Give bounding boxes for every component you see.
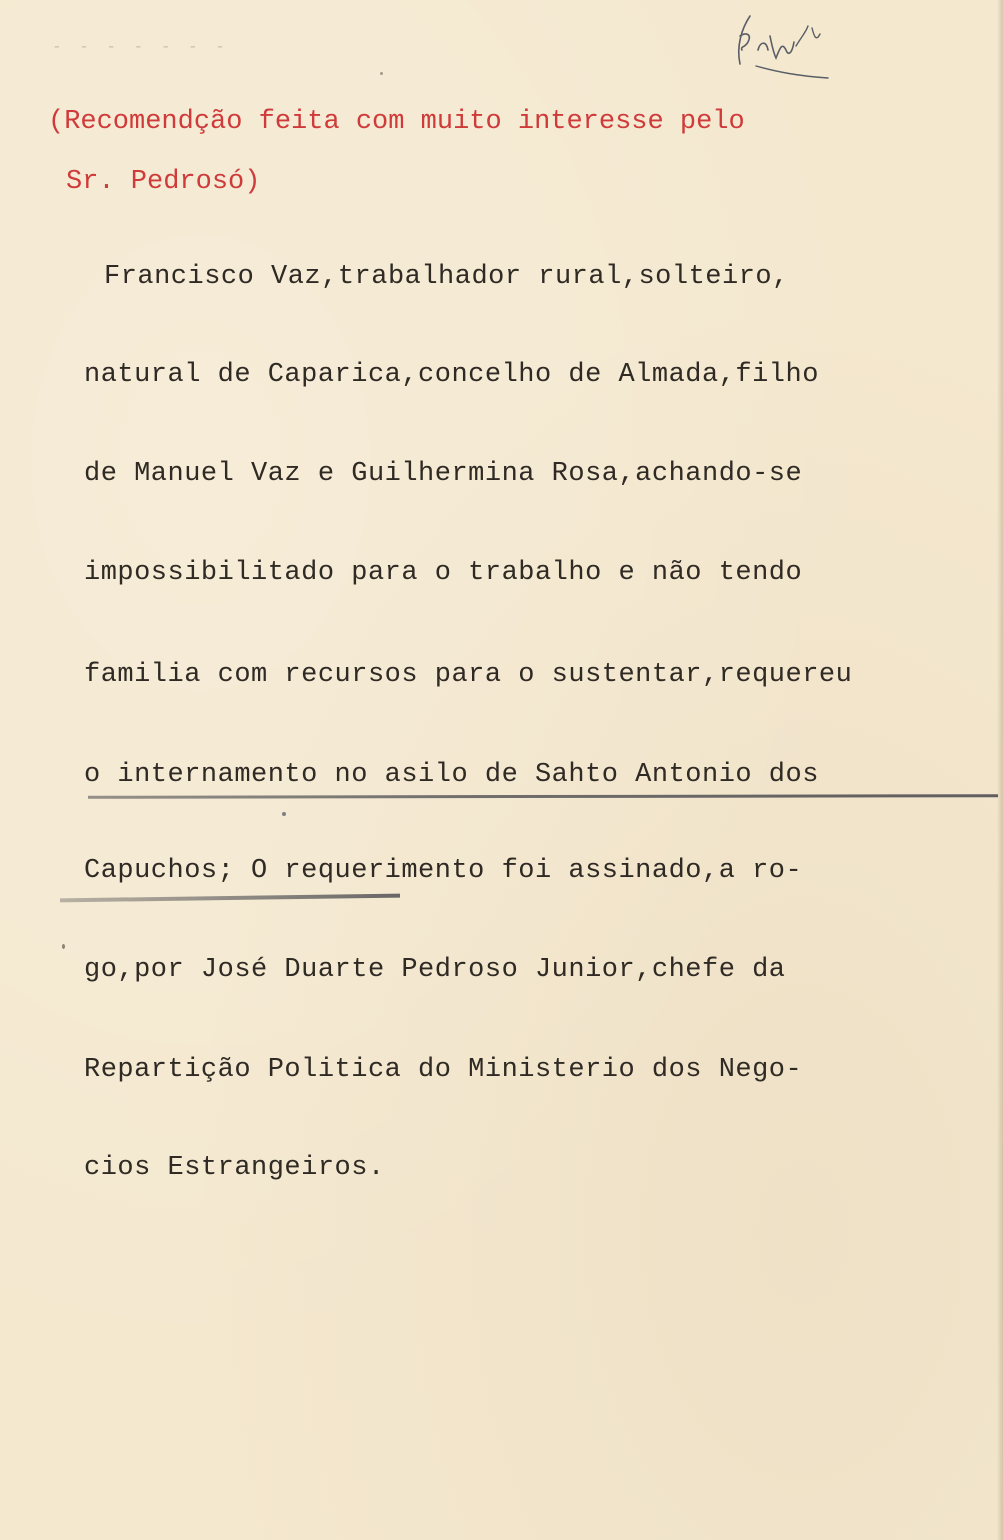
note-line-2: Sr. Pedrosó) [66,167,261,197]
note-line-1: (Recomendção feita com muito interesse pelo [48,107,745,137]
body-line-7: Capuchos; O requerimento foi assinado,a ro- [84,856,803,886]
paper-edge-shadow [997,0,1003,1540]
body-line-3: de Manuel Vaz e Guilhermina Rosa,achando-se [84,459,803,489]
body-line-5: familia com recursos para o sustentar,requereu [84,660,853,690]
pencil-underline-1 [88,794,998,799]
handwritten-initials-icon [728,6,848,86]
pencil-speck [282,812,286,816]
body-line-1: Francisco Vaz,trabalhador rural,solteiro, [104,262,789,292]
pencil-speck [380,72,383,75]
body-line-4: impossibilitado para o trabalho e não tendo [84,558,803,588]
body-line-2: natural de Caparica,concelho de Almada,filho [84,360,819,390]
body-line-6: o internamento no asilo de Sahto Antonio dos [84,760,819,790]
body-line-10: cios Estrangeiros. [84,1153,385,1183]
pencil-underline-2 [60,894,400,903]
faint-dash-marks: - - - - - - - [52,38,229,56]
body-line-9: Repartição Politica do Ministerio dos Nego- [84,1055,803,1085]
body-line-8: go,por José Duarte Pedroso Junior,chefe da [84,955,786,985]
red-recommendation-note [48,92,948,212]
pencil-speck [62,944,65,949]
